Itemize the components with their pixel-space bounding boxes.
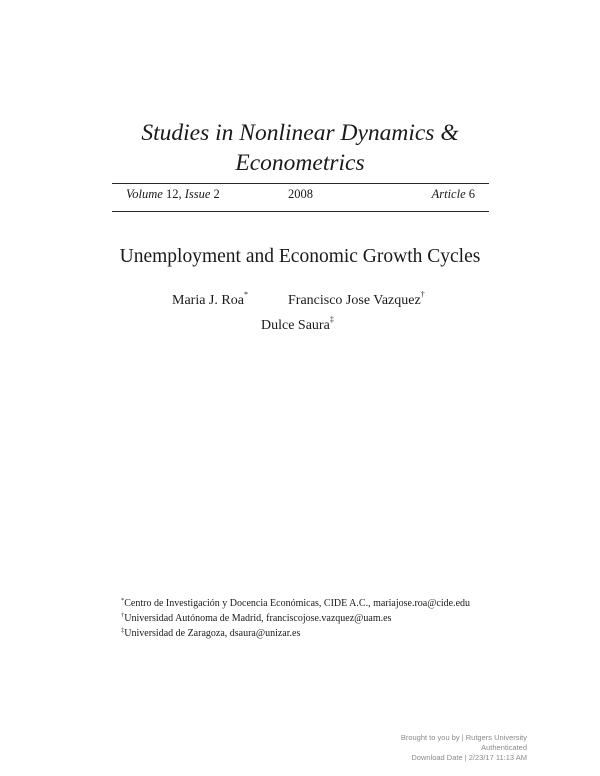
watermark-line-2: Authenticated (481, 743, 527, 752)
footnote-2 (121, 611, 470, 626)
author-footnote-mark: * (243, 290, 248, 299)
author-name: Maria J. Roa (172, 293, 244, 308)
article-info (432, 187, 475, 202)
issue-label: Issue (184, 187, 211, 201)
watermark-line-1: Brought to you by | Rutgers University (400, 733, 527, 742)
author-1 (172, 292, 248, 310)
issue-info-row (126, 187, 475, 205)
author-2 (288, 292, 425, 310)
journal-title-line-2: Econometrics (235, 150, 365, 176)
author-footnote-mark: † (420, 290, 425, 299)
header-rule-top (112, 183, 489, 184)
volume-number: 12 (165, 187, 179, 201)
article-label: Article (431, 187, 466, 201)
volume-label: Volume (126, 187, 163, 201)
paper-title: Unemployment and Economic Growth Cycles (119, 246, 481, 267)
publication-year: 2008 (288, 187, 313, 201)
footnote-1 (121, 596, 470, 611)
author-name: Dulce Saura (261, 318, 330, 333)
journal-title-line-1: Studies in Nonlinear Dynamics & (141, 120, 459, 146)
author-footnote-mark: ‡ (329, 315, 334, 324)
footnote-mark: † (121, 612, 125, 619)
footnote-text: Centro de Investigación y Docencia Económicas, CIDE A.C., mariajose.roa@cide.edu (124, 598, 471, 609)
article-number: 6 (468, 187, 475, 201)
download-watermark (401, 733, 527, 763)
footnote-text: Universidad Autónoma de Madrid, franciscojose.vazquez@uam.es (124, 613, 392, 624)
watermark-line-3: Download Date | 2/23/17 11:13 AM (411, 753, 527, 762)
footnote-mark: * (121, 597, 125, 604)
footnote-3 (121, 626, 470, 641)
footnote-text: Universidad de Zaragoza, dsaura@unizar.es (124, 628, 301, 639)
author-name: Francisco Jose Vazquez (288, 293, 421, 308)
footnote-mark: ‡ (121, 627, 125, 634)
volume-issue: Volume 12, Issue 2 (126, 187, 220, 201)
author-3 (261, 317, 334, 335)
affiliation-footnotes (121, 596, 470, 641)
issue-number: 2 (213, 187, 220, 201)
header-rule-bottom (112, 211, 489, 212)
